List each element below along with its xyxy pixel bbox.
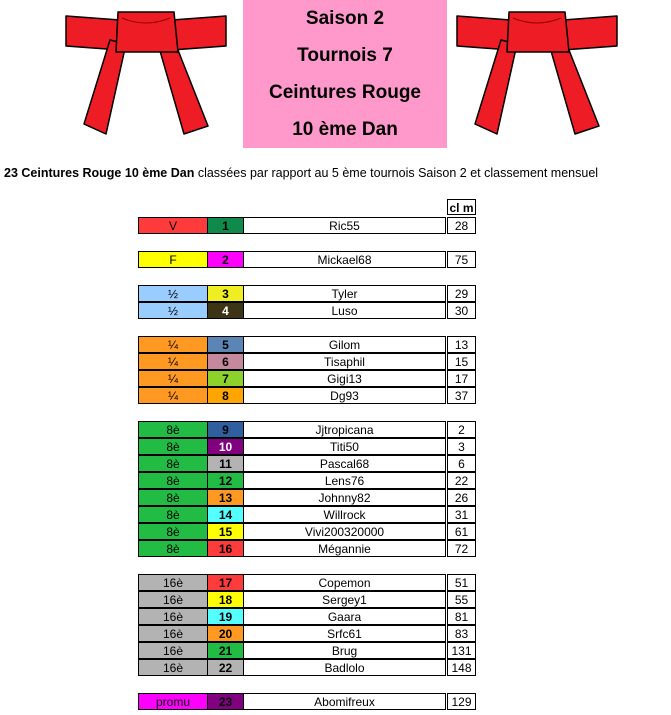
rank-cell: 2 [207,251,244,268]
rank-cell: 4 [207,302,244,319]
player-name-cell: Jjtropicana [243,421,446,438]
monthly-rank-cell: 81 [447,608,476,625]
table-row [138,642,476,659]
table-row [138,540,476,557]
group-cell: F [138,251,208,268]
table-row [138,608,476,625]
player-name-cell: Tisaphil [243,353,446,370]
group-cell: 8è [138,489,208,506]
player-name-cell: Sergey1 [243,591,446,608]
group-cell: V [138,217,208,234]
player-name-cell: Johnny82 [243,489,446,506]
rank-cell: 3 [207,285,244,302]
monthly-rank-cell: 37 [447,387,476,404]
table-row [138,489,476,506]
monthly-rank-cell: 29 [447,285,476,302]
rank-cell: 16 [207,540,244,557]
player-name-cell: Gilom [243,336,446,353]
monthly-rank-cell: 13 [447,336,476,353]
player-name-cell: Dg93 [243,387,446,404]
group-cell: 8è [138,472,208,489]
table-row [138,285,476,302]
group-cell: 16è [138,591,208,608]
player-name-cell: Luso [243,302,446,319]
rank-cell: 13 [207,489,244,506]
monthly-rank-cell: 17 [447,370,476,387]
group-cell: 16è [138,659,208,676]
player-name-cell: Mickael68 [243,251,446,268]
table-row [138,693,476,710]
table-row [138,455,476,472]
table-row [138,574,476,591]
rank-cell: 22 [207,659,244,676]
monthly-rank-cell: 148 [447,659,476,676]
table-row [138,506,476,523]
rank-cell: 19 [207,608,244,625]
group-cell: 8è [138,540,208,557]
rank-cell: 1 [207,217,244,234]
monthly-rank-cell: 129 [447,693,476,710]
player-name-cell: Willrock [243,506,446,523]
ranking-description [4,166,598,180]
dan-title: 10 ème Dan [292,119,398,140]
group-cell: ¼ [138,387,208,404]
group-cell: 16è [138,574,208,591]
rank-cell: 20 [207,625,244,642]
rank-cell: 10 [207,438,244,455]
table-row [138,438,476,455]
group-cell: promu [138,693,208,710]
rank-cell: 23 [207,693,244,710]
group-cell: ¼ [138,370,208,387]
rank-cell: 14 [207,506,244,523]
monthly-rank-cell: 131 [447,642,476,659]
rank-cell: 6 [207,353,244,370]
monthly-rank-cell: 26 [447,489,476,506]
player-name-cell: Abomifreux [243,693,446,710]
red-belt-knot-icon [453,6,621,148]
table-row [138,370,476,387]
group-cell: ¼ [138,336,208,353]
monthly-rank-cell: 22 [447,472,476,489]
table-row [138,625,476,642]
table-row [138,421,476,438]
rank-cell: 8 [207,387,244,404]
group-cell: 8è [138,421,208,438]
group-cell: ½ [138,285,208,302]
player-name-cell: Pascal68 [243,455,446,472]
table-row [138,659,476,676]
monthly-rank-cell: 61 [447,523,476,540]
player-name-cell: Badlolo [243,659,446,676]
monthly-rank-cell: 72 [447,540,476,557]
rank-cell: 17 [207,574,244,591]
group-cell: 8è [138,438,208,455]
group-cell: 8è [138,523,208,540]
group-cell: 8è [138,506,208,523]
player-name-cell: Ric55 [243,217,446,234]
player-name-cell: Gigi13 [243,370,446,387]
player-name-cell: Gaara [243,608,446,625]
player-name-cell: Copemon [243,574,446,591]
player-name-cell: Lens76 [243,472,446,489]
table-row [138,302,476,319]
season-title: Saison 2 [305,8,385,29]
monthly-rank-cell: 31 [447,506,476,523]
table-row [138,472,476,489]
player-name-cell: Titi50 [243,438,446,455]
player-name-cell: Mégannie [243,540,446,557]
group-cell: 16è [138,642,208,659]
monthly-rank-cell: 75 [447,251,476,268]
monthly-rank-cell: 3 [447,438,476,455]
monthly-rank-cell: 55 [447,591,476,608]
player-name-cell: Brug [243,642,446,659]
player-name-cell: Srfc61 [243,625,446,642]
table-row [138,336,476,353]
red-belt-knot-icon [62,6,230,148]
ranking-description-rest: classées par rapport au 5 ème tournois Saison 2 et classement mensuel [194,166,599,180]
table-row [138,591,476,608]
player-name-cell: Vivi200320000 [243,523,446,540]
rank-cell: 5 [207,336,244,353]
table-row [138,217,476,234]
group-cell: ¼ [138,353,208,370]
group-cell: 16è [138,608,208,625]
rank-cell: 9 [207,421,244,438]
rank-cell: 15 [207,523,244,540]
rank-cell: 7 [207,370,244,387]
table-row [138,353,476,370]
monthly-rank-cell: 15 [447,353,476,370]
ranking-description-bold: 23 Ceintures Rouge 10 ème Dan [4,166,195,180]
group-cell: 16è [138,625,208,642]
group-cell: 8è [138,455,208,472]
rank-cell: 21 [207,642,244,659]
belt-title: Ceintures Rouge [268,82,422,103]
monthly-rank-cell: 6 [447,455,476,472]
monthly-rank-cell: 2 [447,421,476,438]
player-name-cell: Tyler [243,285,446,302]
rank-cell: 18 [207,591,244,608]
monthly-rank-cell: 51 [447,574,476,591]
table-row [138,523,476,540]
monthly-rank-cell: 30 [447,302,476,319]
rank-cell: 12 [207,472,244,489]
rank-cell: 11 [207,455,244,472]
tournament-title: Tournois 7 [297,45,393,66]
table-row [138,387,476,404]
title-box [243,0,447,148]
table-row [138,251,476,268]
monthly-rank-cell: 83 [447,625,476,642]
monthly-rank-cell: 28 [447,217,476,234]
monthly-rank-header: cl m [447,199,476,215]
group-cell: ½ [138,302,208,319]
